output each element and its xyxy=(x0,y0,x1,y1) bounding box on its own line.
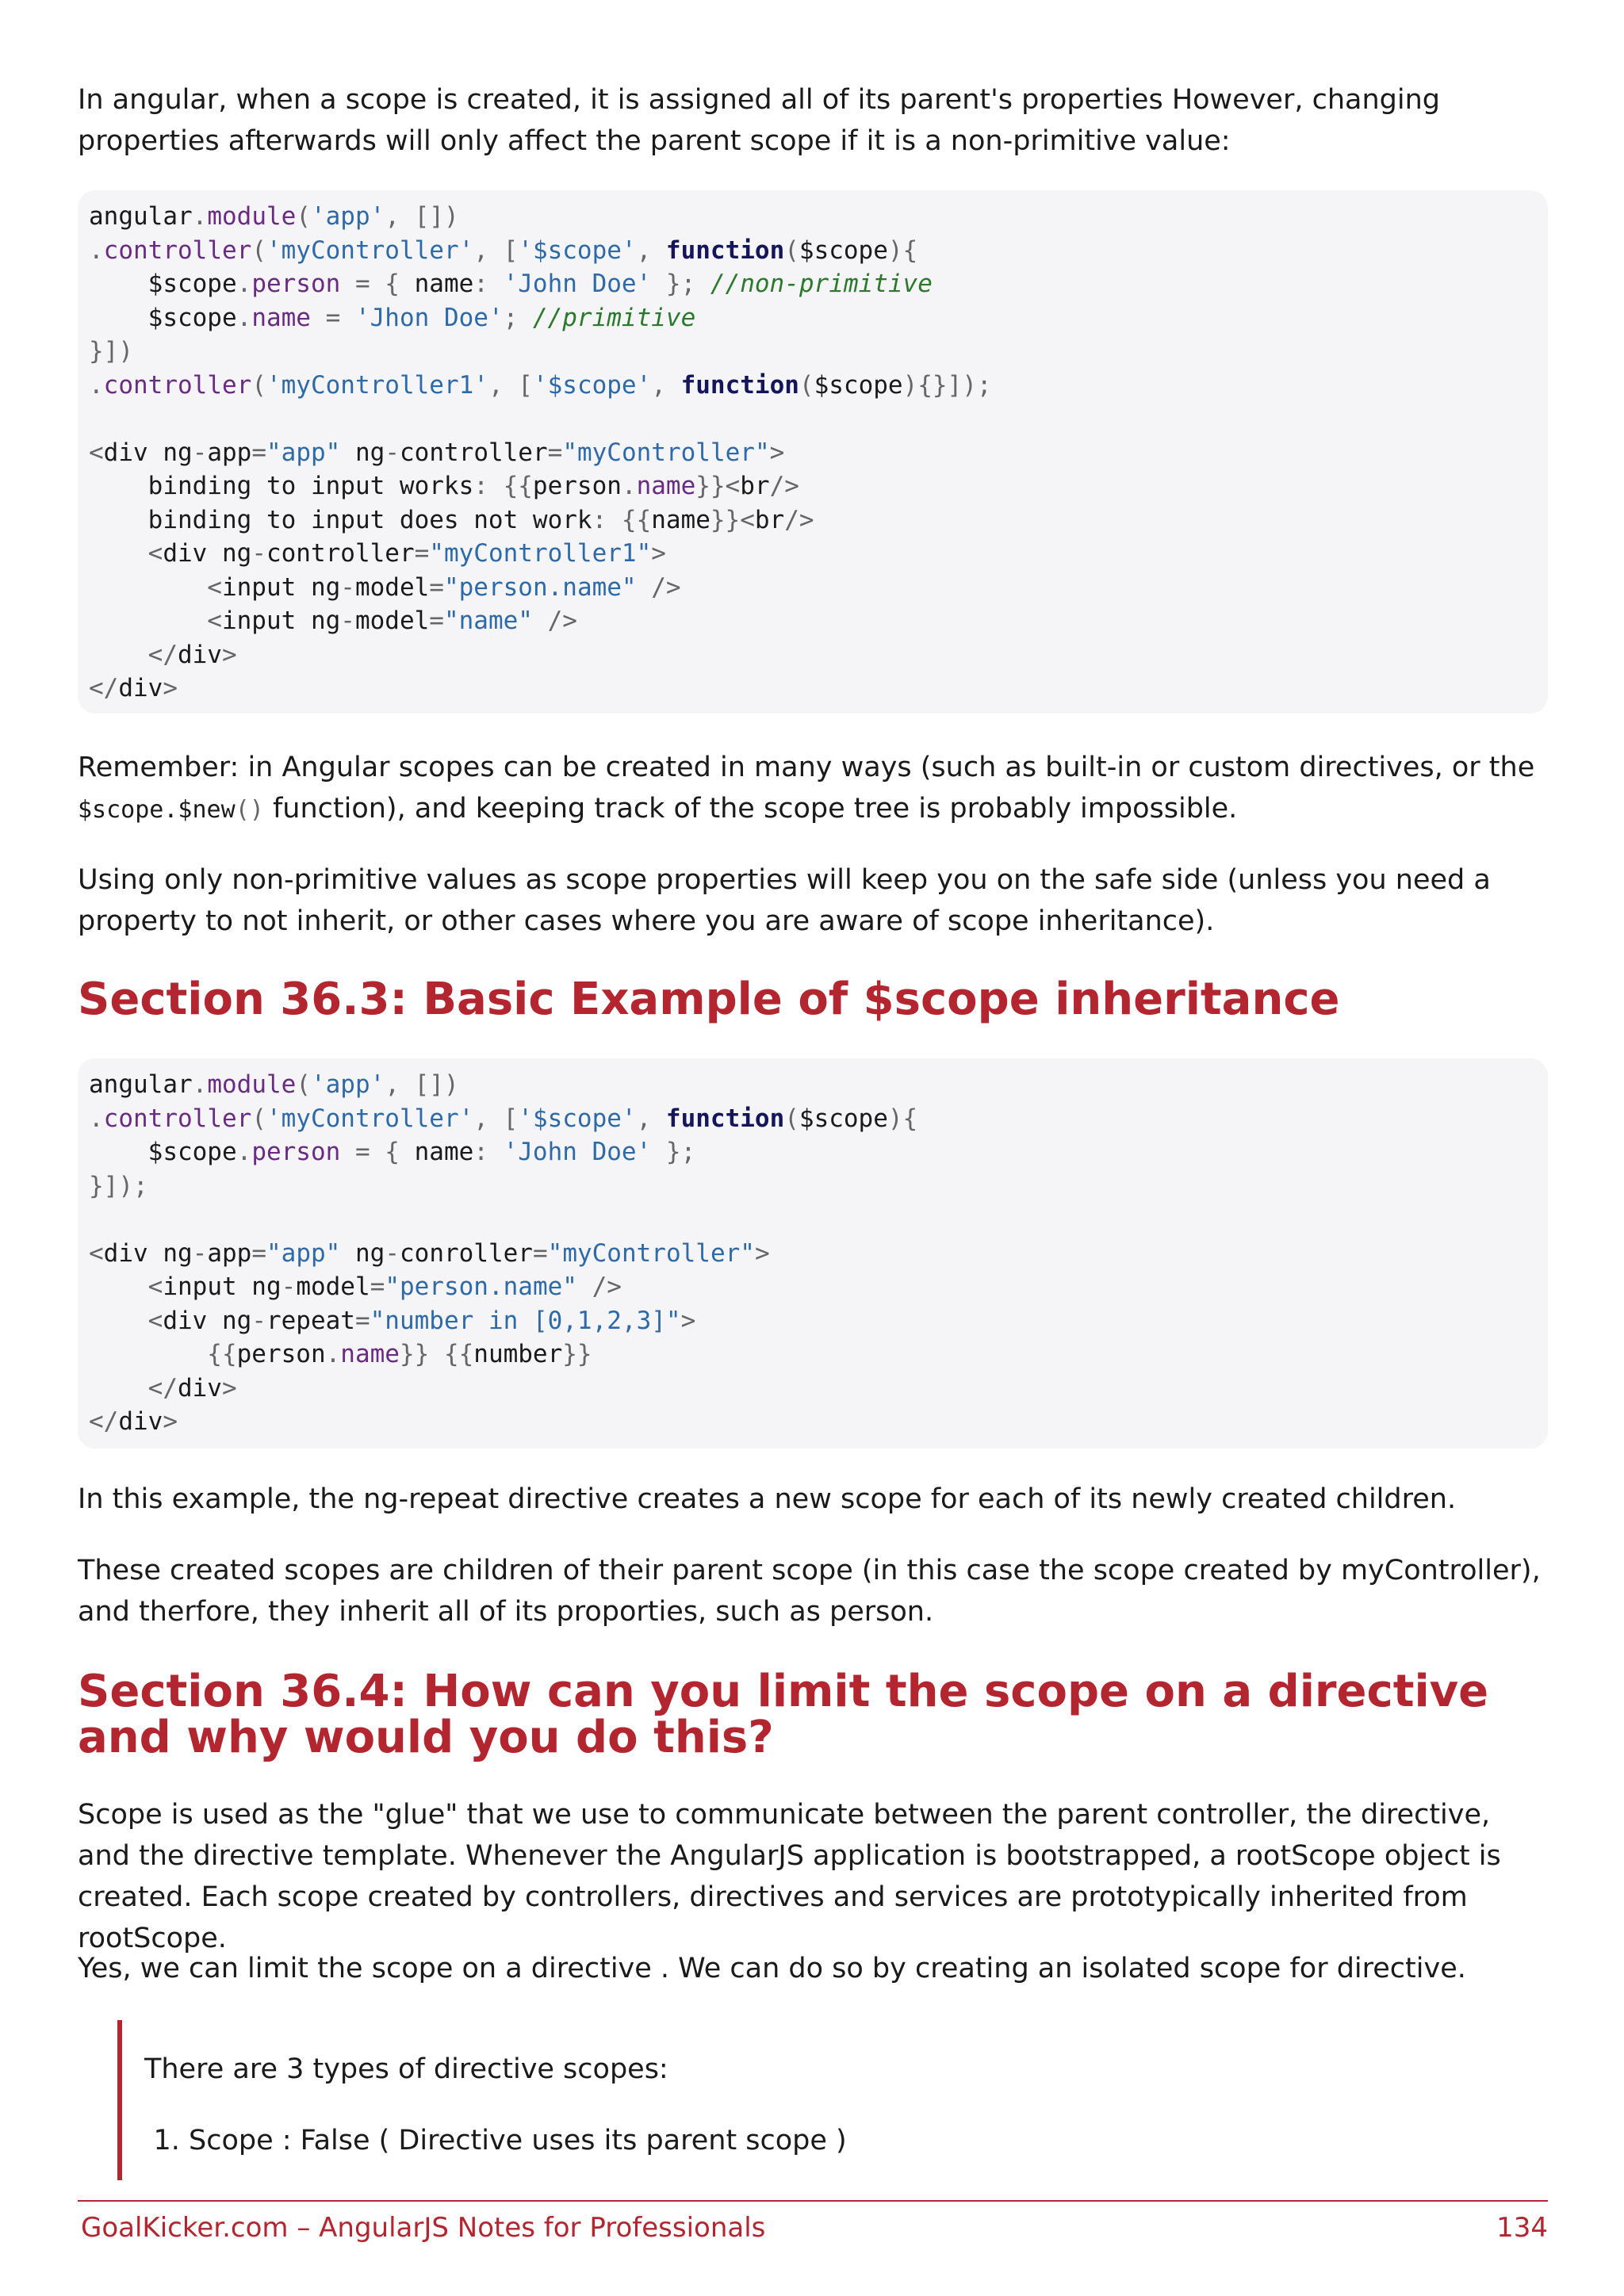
code-token: "app" xyxy=(266,438,341,467)
code-line xyxy=(89,200,1537,234)
limit-scope-paragraph: Yes, we can limit the scope on a directive . We can do so by creating an isolated scope for directive. xyxy=(78,1953,1466,1984)
code-token: }; xyxy=(651,270,710,298)
code-token: ( xyxy=(251,1104,266,1133)
code-token: = { xyxy=(340,1138,415,1166)
code-token: module xyxy=(207,202,297,231)
footer-link[interactable]: GoalKicker.com – AngularJS Notes for Professionals xyxy=(81,2212,766,2244)
code-token: : {{ xyxy=(473,472,533,500)
code-token: module xyxy=(207,1070,297,1099)
code-token: div xyxy=(177,640,222,669)
code-token: name xyxy=(340,1340,400,1368)
code-token: = xyxy=(251,438,266,467)
code-token: $scope xyxy=(799,1104,888,1133)
code-token: 'app' xyxy=(310,1070,385,1099)
code-token: 'app' xyxy=(310,202,385,231)
code-line xyxy=(89,1102,1537,1136)
glue-paragraph: Scope is used as the "glue" that we use to communicate between the parent controller, the directive, and the directive template. Whenever the AngularJS application is bootstrapped, a rootScope object is created. Each scope created by controllers, directives and services are prototypically inherited from rootScope. xyxy=(78,1799,1501,1954)
code-token: model xyxy=(296,1272,370,1301)
code-line xyxy=(89,1203,1537,1237)
code-line xyxy=(89,1169,1537,1203)
code-token: name xyxy=(414,1138,474,1166)
code-token: > xyxy=(163,1407,178,1436)
code-token: $scope xyxy=(814,370,903,400)
code-token: - xyxy=(251,539,266,568)
code-token: /> xyxy=(784,505,814,534)
code-token: "app" xyxy=(266,1238,341,1268)
code-token: . xyxy=(236,1138,252,1166)
code-token: > xyxy=(754,1238,770,1268)
code-token: controller xyxy=(266,539,415,568)
code-token: 'myController' xyxy=(266,235,474,265)
code-token: < xyxy=(89,438,104,467)
code-token: > xyxy=(769,438,785,467)
code-token: ( xyxy=(251,235,266,265)
code-token: ; xyxy=(503,303,533,332)
code-token: - xyxy=(281,1272,297,1301)
code-token: > xyxy=(163,674,178,702)
children-paragraph: These created scopes are children of their parent scope (in this case the scope created by myController), and therfore, they inherit all of its proporties, such as person. xyxy=(78,1555,1541,1628)
code-token: $scope xyxy=(799,235,888,265)
code-token: 'John Doe' xyxy=(503,270,652,298)
code-token: . xyxy=(89,1104,104,1133)
list-item: 1. Scope : False ( Directive uses its parent scope ) xyxy=(189,2120,1492,2161)
code-token: , xyxy=(636,235,666,265)
code-token: ){ xyxy=(887,1104,918,1133)
code-token: , []) xyxy=(385,202,459,231)
code-line xyxy=(89,402,1537,436)
code-token: ( xyxy=(784,1104,799,1133)
code-line xyxy=(89,1372,1537,1406)
code-token: , xyxy=(636,1104,666,1133)
code-token: = xyxy=(354,1306,370,1335)
code-token: "myController" xyxy=(562,438,770,467)
code-token: . xyxy=(89,370,104,400)
code-token: "number in [0,1,2,3]" xyxy=(370,1306,681,1335)
code-token: . xyxy=(192,1070,208,1099)
code-token: div xyxy=(177,1373,222,1402)
non-primitive-paragraph: Using only non-primitive values as scope properties will keep you on the safe side (unless you need a property to not inherit, or other cases where you are aware of scope inheritance). xyxy=(78,864,1491,937)
code-token: . xyxy=(89,235,104,265)
code-token: : xyxy=(473,1138,504,1166)
intro-paragraph: In angular, when a scope is created, it is assigned all of its parent's properties However, changing properties afterwards will only affect the parent scope if it is a non-primitive value: xyxy=(78,84,1440,157)
section-heading-36-3: Section 36.3: Basic Example of $scope inheritance xyxy=(78,974,1340,1025)
code-token: repeat xyxy=(266,1306,355,1335)
code-token: $scope xyxy=(89,1138,237,1166)
code-token: }; xyxy=(651,1138,696,1166)
code-token: div xyxy=(118,674,163,702)
code-token: </ xyxy=(89,674,119,702)
code-line xyxy=(89,301,1537,335)
code-token: < xyxy=(89,1238,104,1268)
code-token: model xyxy=(354,607,430,635)
code-token: person xyxy=(236,1340,326,1368)
code-token: < xyxy=(89,607,222,635)
code-token: 'John Doe' xyxy=(503,1138,652,1166)
code-token: , [ xyxy=(473,235,519,265)
code-token: number xyxy=(473,1340,563,1368)
code-token: - xyxy=(385,1238,400,1268)
code-token: . xyxy=(192,202,208,231)
code-block-2 xyxy=(78,1058,1548,1448)
code-token: $scope xyxy=(89,270,237,298)
code-line xyxy=(89,537,1537,571)
code-token: > xyxy=(221,1373,237,1402)
code-token: < xyxy=(89,1306,163,1335)
code-token: "person.name" xyxy=(443,572,637,602)
ng-repeat-paragraph: In this example, the ng-repeat directive creates a new scope for each of its newly created children. xyxy=(78,1483,1457,1515)
code-token: ( xyxy=(251,370,266,400)
code-token: name xyxy=(651,505,710,534)
code-token: "person.name" xyxy=(385,1272,577,1301)
code-token: angular xyxy=(89,202,193,231)
code-token: ( xyxy=(296,1070,311,1099)
code-line xyxy=(89,267,1537,301)
code-token: div ng xyxy=(163,1306,252,1335)
scope-types-list xyxy=(144,2120,1492,2161)
code-token: < xyxy=(89,539,163,568)
code-token: }]) xyxy=(89,337,133,365)
code-token: - xyxy=(251,1306,266,1335)
code-token: controller xyxy=(103,235,252,265)
inline-code-scope-new: $scope.$new() xyxy=(78,796,264,824)
code-token: ( xyxy=(784,235,799,265)
code-line xyxy=(89,672,1537,706)
quote-intro: There are 3 types of directive scopes: xyxy=(144,2053,668,2085)
code-token: /> xyxy=(532,607,577,635)
code-token: . xyxy=(325,1340,341,1368)
code-token: }} xyxy=(562,1340,592,1368)
code-token: > xyxy=(221,640,237,669)
code-token: app xyxy=(207,438,252,467)
code-token: person xyxy=(251,270,341,298)
code-token: name xyxy=(636,472,696,500)
code-token: /> xyxy=(769,472,799,500)
code-token: app xyxy=(207,1238,252,1268)
remember-paragraph xyxy=(78,747,1548,831)
code-line xyxy=(89,369,1537,403)
code-token: name xyxy=(414,270,474,298)
code-token: "myController" xyxy=(547,1238,755,1268)
code-token: ){ xyxy=(887,235,918,265)
code-token: }}< xyxy=(695,472,741,500)
code-token: name xyxy=(251,303,311,332)
code-token: . xyxy=(236,270,252,298)
code-token: person xyxy=(532,472,622,500)
code-token: '$scope' xyxy=(518,235,637,265)
code-line xyxy=(89,1304,1537,1338)
code-line xyxy=(89,1337,1537,1372)
code-line xyxy=(89,1068,1537,1102)
code-token: 'Jhon Doe' xyxy=(354,303,504,332)
code-token: angular xyxy=(89,1070,193,1099)
remember-text-b: function), and keeping track of the scope tree is probably impossible. xyxy=(263,793,1238,825)
code-token: </ xyxy=(89,1373,178,1402)
code-token: {{ xyxy=(89,1340,237,1368)
code-token: : xyxy=(473,270,504,298)
code-line xyxy=(89,1135,1537,1169)
directive-scopes-blockquote xyxy=(117,2020,1492,2180)
code-token: controller xyxy=(103,1104,252,1133)
code-token: 'myController1' xyxy=(266,370,488,400)
code-token: > xyxy=(680,1306,696,1335)
code-token: //primitive xyxy=(532,303,696,332)
code-line xyxy=(89,638,1537,672)
code-token: div ng xyxy=(103,438,193,467)
code-token: binding to input does not work xyxy=(89,505,592,534)
code-token: input ng xyxy=(163,1272,282,1301)
code-token: - xyxy=(340,572,355,602)
code-token: br xyxy=(754,505,785,534)
code-line xyxy=(89,571,1537,605)
code-token: - xyxy=(192,1238,208,1268)
remember-text-a: Remember: in Angular scopes can be created in many ways (such as built-in or custom directives, or the xyxy=(78,752,1535,783)
code-line xyxy=(89,1270,1537,1304)
code-token: br xyxy=(740,472,770,500)
code-token: div ng xyxy=(163,539,252,568)
code-token: binding to input works xyxy=(89,472,474,500)
code-token: model xyxy=(354,572,430,602)
code-line xyxy=(89,436,1537,470)
code-token: </ xyxy=(89,640,178,669)
code-token: = xyxy=(310,303,355,332)
code-line xyxy=(89,604,1537,638)
code-token: , [ xyxy=(488,370,533,400)
code-token: }} {{ xyxy=(399,1340,474,1368)
code-line xyxy=(89,234,1537,268)
code-token: - xyxy=(340,607,355,635)
code-token: //non-primitive xyxy=(710,270,933,298)
code-token: = xyxy=(414,539,430,568)
code-token: $scope xyxy=(89,303,237,332)
code-token: ng xyxy=(340,438,385,467)
code-token: - xyxy=(192,438,208,467)
code-token: > xyxy=(651,539,666,568)
code-token: = xyxy=(370,1272,385,1301)
code-token: = xyxy=(251,1238,266,1268)
code-token: = xyxy=(547,438,563,467)
code-token: div ng xyxy=(103,1238,193,1268)
code-token: </ xyxy=(89,1407,119,1436)
code-token: /> xyxy=(636,572,681,602)
code-token: controller xyxy=(400,438,548,467)
code-token: - xyxy=(385,438,400,467)
code-line xyxy=(89,1405,1537,1439)
page-number: 134 xyxy=(1496,2212,1548,2244)
code-token: < xyxy=(89,1272,163,1301)
code-token: "name" xyxy=(443,607,533,635)
code-token: '$scope' xyxy=(518,1104,637,1133)
section-heading-36-4: Section 36.4: How can you limit the scope on a directive and why would you do this? xyxy=(78,1666,1489,1763)
code-token: ( xyxy=(799,370,814,400)
code-token: function xyxy=(665,1104,785,1133)
code-token: "myController1" xyxy=(429,539,652,568)
code-token: function xyxy=(680,370,799,400)
code-line xyxy=(89,503,1537,538)
code-token: = xyxy=(532,1238,548,1268)
code-line xyxy=(89,1237,1537,1271)
code-token: ( xyxy=(296,202,311,231)
code-token: = xyxy=(429,572,444,602)
footer-rule xyxy=(78,2200,1548,2202)
code-token: controller xyxy=(103,370,252,400)
code-token: }]); xyxy=(89,1171,148,1200)
code-token: ){}]); xyxy=(902,370,992,400)
code-token: , []) xyxy=(385,1070,459,1099)
code-token: , [ xyxy=(473,1104,519,1133)
code-token: = xyxy=(429,607,444,635)
code-token: = { xyxy=(340,270,415,298)
code-token: person xyxy=(251,1138,341,1166)
code-token: input ng xyxy=(221,607,341,635)
code-token: : {{ xyxy=(592,505,652,534)
code-block-1 xyxy=(78,190,1548,714)
code-line xyxy=(89,335,1537,369)
code-token: . xyxy=(236,303,252,332)
code-token: '$scope' xyxy=(532,370,652,400)
code-token: conroller xyxy=(400,1238,533,1268)
code-token: . xyxy=(621,472,637,500)
code-token: function xyxy=(665,235,785,265)
code-line xyxy=(89,469,1537,503)
code-token: < xyxy=(89,572,222,602)
code-token: ng xyxy=(340,1238,385,1268)
code-token: }}< xyxy=(710,505,755,534)
code-token: input ng xyxy=(221,572,341,602)
code-token: div xyxy=(118,1407,163,1436)
code-token: 'myController' xyxy=(266,1104,474,1133)
code-token: , xyxy=(651,370,681,400)
code-token: /> xyxy=(576,1272,622,1301)
